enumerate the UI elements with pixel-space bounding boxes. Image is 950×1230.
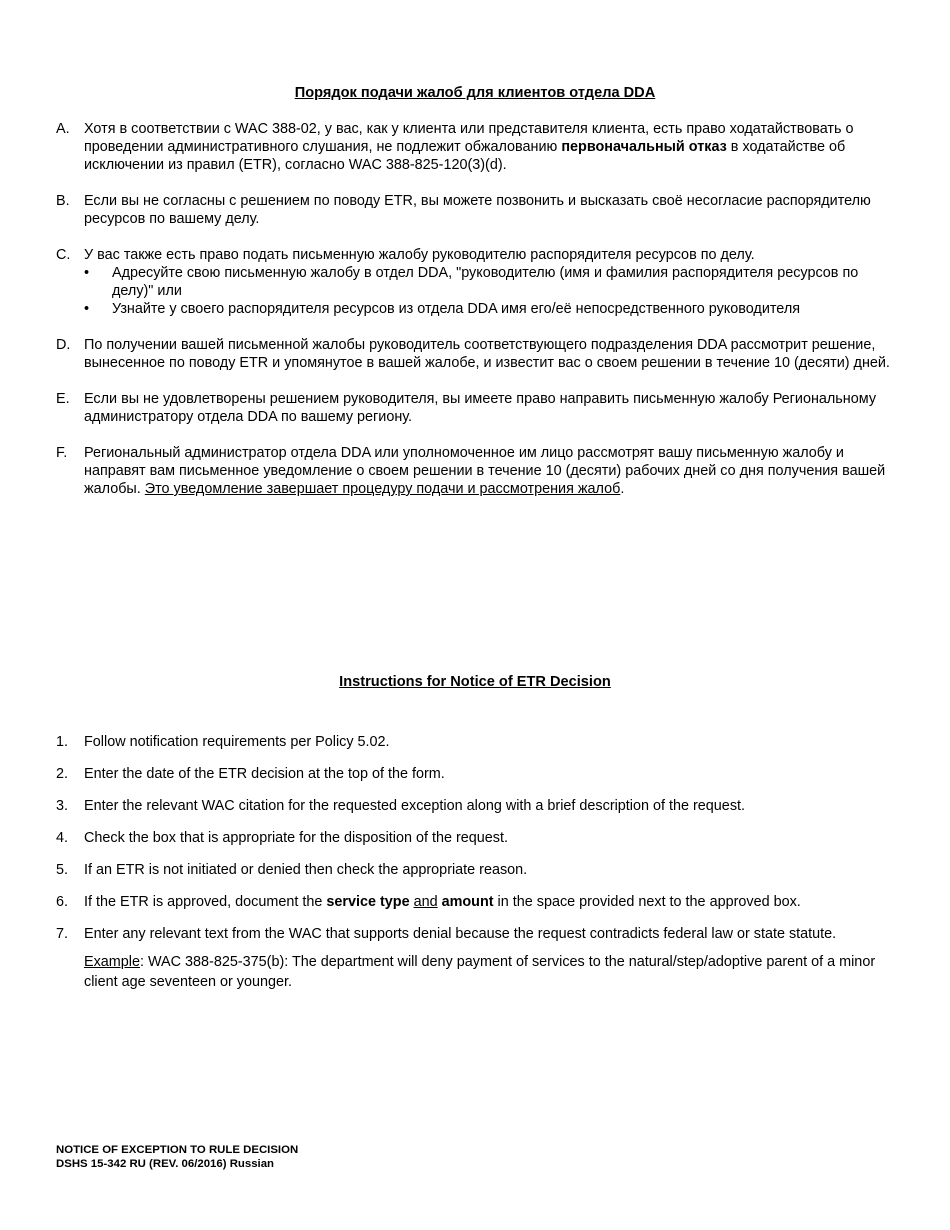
en-item-marker: 5. [56, 862, 69, 878]
en-item-text-block [84, 924, 901, 992]
footer-form-number: DSHS 15-342 RU (REV. 06/2016) Russian [56, 1158, 275, 1170]
en-item-2 [56, 764, 901, 784]
ru-bullet-list [84, 264, 901, 318]
en-item-6-bold-2: amount [441, 894, 494, 910]
en-item-5 [56, 860, 901, 880]
en-item-text [84, 892, 901, 912]
ru-complaint-list [56, 120, 901, 516]
en-item-4 [56, 828, 901, 848]
en-item-marker: 3. [56, 798, 69, 814]
en-item-6-text-1: If the ETR is approved, document the [84, 894, 327, 910]
ru-item-f-underlined: Это уведомление завершает процедуру подачи и рассмотрения жалоб [144, 481, 621, 497]
ru-item-text: По получении вашей письменной жалобы руководитель соответствующего подразделения DDA рассмотрит решение, вынесенное по поводу ETR и упомянутое в вашей жалобе, и известит вас о своем решении в течение 10 (десяти) дней. [84, 337, 890, 371]
en-item-text: Enter the relevant WAC citation for the requested exception along with a brief description of the request. [84, 798, 746, 814]
en-item-marker: 7. [56, 926, 69, 942]
list-item [84, 300, 901, 318]
ru-item-marker: F. [56, 445, 68, 461]
ru-item-marker: E. [56, 391, 70, 407]
ru-item-f [56, 444, 901, 498]
en-item-marker: 1. [56, 734, 69, 750]
en-item-6-bold-1: service type [326, 894, 410, 910]
en-item-text: Check the box that is appropriate for the disposition of the request. [84, 830, 508, 846]
example-text: : WAC 388-825-375(b): The department will deny payment of services to the natural/step/adoptive parent of a minor client age seventeen or younger. [84, 954, 876, 990]
ru-item-marker: D. [56, 337, 71, 353]
en-item-text: Follow notification requirements per Policy 5.02. [84, 734, 390, 750]
en-item-marker: 6. [56, 894, 69, 910]
bullet-icon: • [84, 265, 90, 281]
en-item-text: Enter the date of the ETR decision at the top of the form. [84, 766, 445, 782]
ru-item-d [56, 336, 901, 372]
en-section-title: Instructions for Notice of ETR Decision [339, 674, 611, 690]
ru-item-text: У вас также есть право подать письменную жалобу руководителю распорядителя ресурсов по делу. [84, 247, 755, 263]
example-label: Example [84, 954, 140, 970]
bullet-text: Адресуйте свою письменную жалобу в отдел DDA, "руководителю (имя и фамилия распорядителя ресурсов по делу)" или [112, 265, 859, 299]
footer-form-title: NOTICE OF EXCEPTION TO RULE DECISION [56, 1144, 299, 1156]
en-item-6-underlined: and [413, 894, 438, 910]
ru-section-title: Порядок подачи жалоб для клиентов отдела DDA [294, 85, 656, 101]
en-item-marker: 2. [56, 766, 69, 782]
en-item-6 [56, 892, 901, 912]
example-paragraph [84, 952, 901, 992]
en-item-7 [56, 924, 901, 992]
ru-item-text [84, 120, 901, 174]
ru-item-a-text-1: Хотя в соответствии с WAC 388-02, у вас, как у клиента или представителя клиента, есть право ходатайствовать о проведении административного слушания, не подлежит обжалованию [84, 121, 854, 155]
ru-item-text: Если вы не согласны с решением по поводу ETR, вы можете позвонить и высказать своё несогласие распорядителю ресурсов по вашему делу. [84, 193, 871, 227]
ru-item-a-text-2: в ходатайстве об исключении из правил (ETR), согласно WAC 388-825-120(3)(d). [84, 139, 846, 173]
en-item-marker: 4. [56, 830, 69, 846]
ru-item-text [84, 444, 901, 498]
ru-item-text-block [84, 246, 901, 318]
ru-item-b [56, 192, 901, 228]
ru-item-marker: C. [56, 247, 71, 263]
ru-item-marker: A. [56, 121, 70, 137]
en-item-1 [56, 732, 901, 752]
en-item-3 [56, 796, 901, 816]
form-footer [56, 1143, 298, 1171]
en-item-text: If an ETR is not initiated or denied then check the appropriate reason. [84, 862, 528, 878]
en-item-text: Enter any relevant text from the WAC that supports denial because the request contradicts federal law or state statute. [84, 926, 837, 942]
bullet-text: Узнайте у своего распорядителя ресурсов из отдела DDA имя его/её непосредственного руководителя [112, 301, 801, 317]
ru-item-f-text: Региональный администратор отдела DDA или уполномоченное им лицо рассмотрят вашу письменную жалобу и направят вам письменное уведомление о своем решении в течение 10 (десяти) рабочих дней со дня получения вашей жалобы. [84, 445, 886, 497]
ru-item-f-tail: . [620, 481, 625, 497]
en-item-6-text-2: in the space provided next to the approved box. [493, 894, 801, 910]
ru-item-a-bold: первоначальный отказ [561, 139, 727, 155]
ru-item-c [56, 246, 901, 318]
en-instructions-list [56, 732, 901, 1004]
bullet-icon: • [84, 301, 90, 317]
ru-item-e [56, 390, 901, 426]
ru-item-text: Если вы не удовлетворены решением руководителя, вы имеете право направить письменную жалобу Региональному администратору отдела DDA по вашему региону. [84, 391, 877, 425]
ru-item-a [56, 120, 901, 174]
list-item [84, 264, 901, 300]
ru-item-marker: B. [56, 193, 70, 209]
